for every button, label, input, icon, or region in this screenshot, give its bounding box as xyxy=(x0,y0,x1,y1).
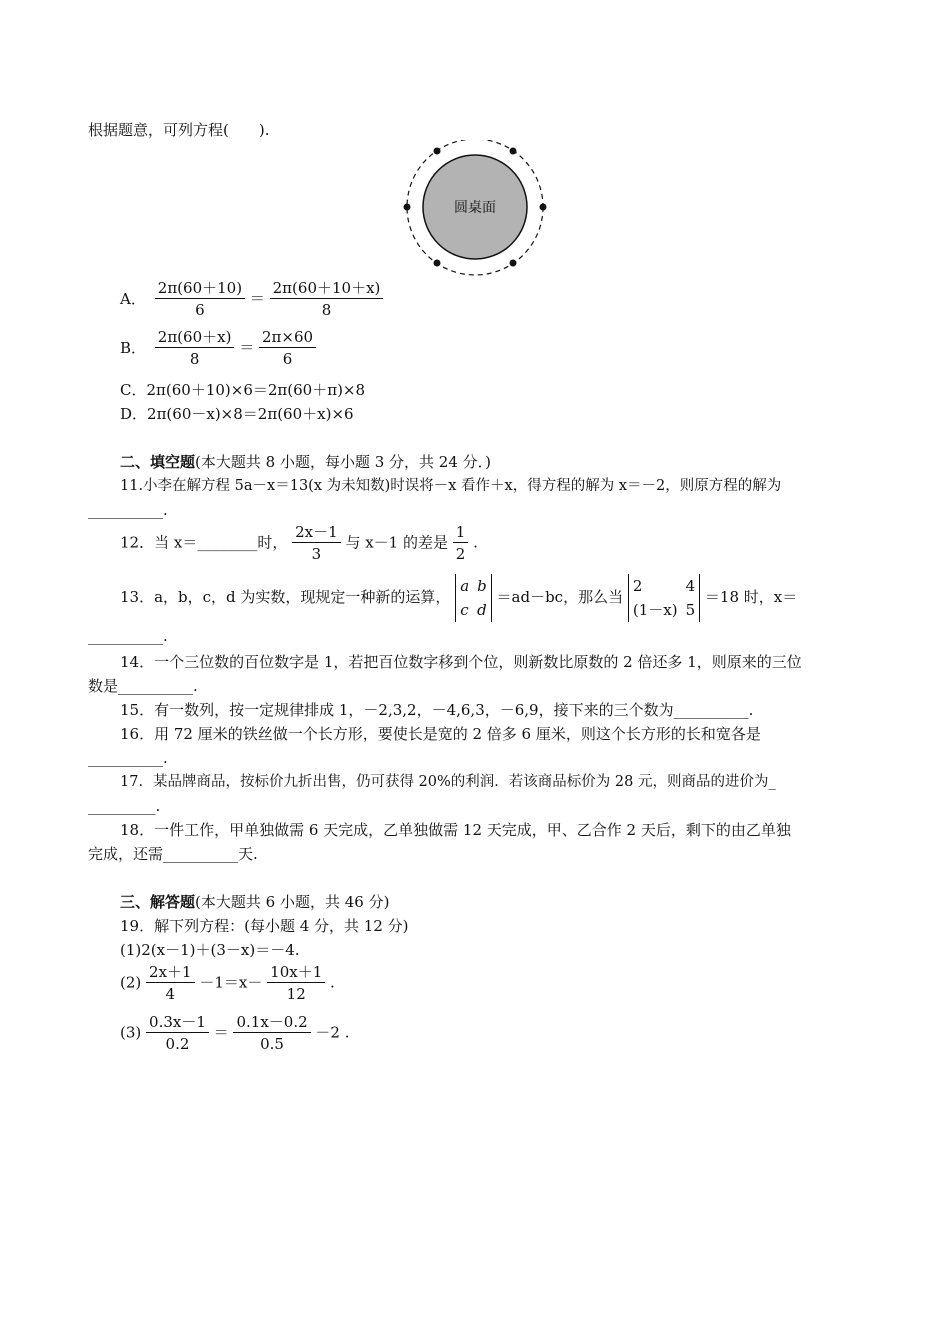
q15: 15．有一数列，按一定规律排成 1，－2,3,2，－4,6,3，－6,9，接下来的三个数为__________. xyxy=(120,701,754,719)
section-2-heading: 二、填空题(本大题共 8 小题，每小题 3 分，共 24 分．) xyxy=(120,453,492,471)
q13: 13．a，b，c，d 为实数，现规定一种新的运算， a b c d ＝ad－bc，那么当 2 4 (1－x) 5 ＝18 时，x＝ xyxy=(120,574,797,622)
intro-text: 根据题意，可列方程( ). xyxy=(88,121,270,139)
seat-dot xyxy=(540,204,547,211)
seat-dot xyxy=(510,260,517,267)
section-3-heading: 三、解答题(本大题共 6 小题，共 46 分) xyxy=(120,893,390,911)
q19-part-1: (1)2(x－1)＋(3－x)＝－4. xyxy=(120,941,300,959)
seat-dot xyxy=(404,204,411,211)
q18-line2: 完成，还需__________天. xyxy=(88,845,258,863)
option-c: C．2π(60＋10)×6＝2π(60＋π)×8 xyxy=(120,381,366,399)
q14-line2: 数是__________. xyxy=(88,677,198,695)
determinant-abcd: a b c d xyxy=(455,574,492,622)
q17-line1: 17．某品牌商品，按标价九折出售，仍可获得 20%的利润．若该商品标价为 28 元，则商品的进价为_ xyxy=(120,774,776,790)
fraction: $\frac{2x-1}{3}$ xyxy=(292,522,341,565)
q12: 12．当 x＝________时， $\frac{2x-1}{3}$ 与 x－1 的差是 $\frac{1}{2}$ . xyxy=(120,523,478,563)
fraction: $\frac{2\pi(60+10+x)}{8}$ xyxy=(270,278,384,321)
q14-line1: 14．一个三位数的百位数字是 1，若把百位数字移到个位，则新数比原数的 2 倍还多 1，则原来的三位 xyxy=(120,653,802,671)
option-a: A． $\frac{2\pi(60+10)}{6}$ ＝ $\frac{2\pi(60+10+x)}{8}$ xyxy=(120,278,383,321)
q18-line1: 18．一件工作，甲单独做需 6 天完成，乙单独做需 12 天完成，甲、乙合作 2 天后，剩下的由乙单独 xyxy=(120,821,791,839)
option-d: D．2π(60－x)×8＝2π(60＋x)×6 xyxy=(120,405,354,423)
round-table-figure xyxy=(400,140,550,276)
q17-line2: _________. xyxy=(88,797,161,815)
fraction: $\frac{0.1x-0.2}{0.5}$ xyxy=(233,1012,310,1055)
q11-line2: __________. xyxy=(88,501,168,519)
determinant-values: 2 4 (1－x) 5 xyxy=(628,574,700,622)
q11-line1: 11.小李在解方程 5a－x＝13(x 为未知数)时误将－x 看作＋x，得方程的解为 x＝－2，则原方程的解为 xyxy=(120,478,782,494)
seat-dot xyxy=(510,148,517,155)
option-b: B． $\frac{2\pi(60+x)}{8}$ ＝ $\frac{2\pi\times 60}{6}$ xyxy=(120,327,316,370)
option-a-label: A． xyxy=(120,289,146,308)
fraction: $\frac{2\pi(60+x)}{8}$ xyxy=(155,327,235,370)
q19-title: 19．解下列方程：(每小题 4 分，共 12 分) xyxy=(120,917,409,935)
fraction: $\frac{2x+1}{4}$ xyxy=(146,962,195,1005)
option-b-label: B． xyxy=(120,338,147,357)
q16-line2: __________. xyxy=(88,749,168,767)
fraction: $\frac{1}{2}$ xyxy=(453,522,469,565)
fraction: $\frac{2\pi\times 60}{6}$ xyxy=(259,327,316,370)
q13-line2: __________. xyxy=(88,627,168,645)
seat-dot xyxy=(434,148,441,155)
seat-dot xyxy=(434,260,441,267)
q19-part-3: (3) $\frac{0.3x-1}{0.2}$ ＝ $\frac{0.1x-0.2}{0.5}$ －2 . xyxy=(120,1013,350,1053)
table-label: 圆桌面 xyxy=(454,200,496,216)
fraction: $\frac{10x+1}{12}$ xyxy=(267,962,325,1005)
q16-line1: 16．用 72 厘米的铁丝做一个长方形，要使长是宽的 2 倍多 6 厘米，则这个长方形的长和宽各是 xyxy=(120,725,761,743)
q19-part-2: (2) $\frac{2x+1}{4}$ －1＝x－ $\frac{10x+1}{12}$ . xyxy=(120,963,335,1003)
fraction: $\frac{0.3x-1}{0.2}$ xyxy=(146,1012,209,1055)
fraction: $\frac{2\pi(60+10)}{6}$ xyxy=(155,278,245,321)
